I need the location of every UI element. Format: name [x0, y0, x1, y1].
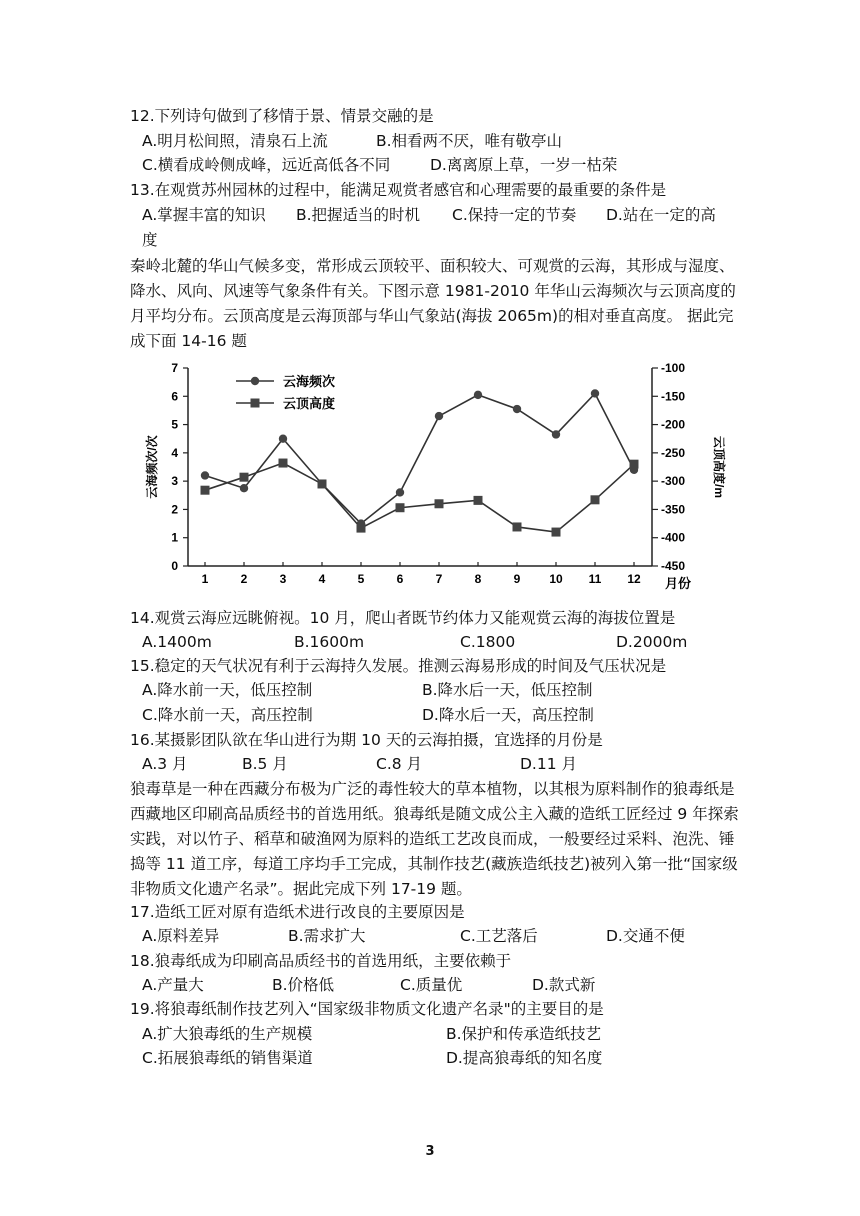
q13-option-c: C.保持一定的节奏	[452, 206, 577, 224]
q18-option-b: B.价格低	[272, 976, 335, 994]
cloud-sea-frequency-point	[396, 488, 404, 496]
y-left-tick-label: 7	[171, 361, 178, 375]
y-left-tick-label: 4	[171, 445, 178, 460]
q12-option-d: D.离离原上草，一岁一枯荣	[430, 156, 618, 174]
q17-option-b: B.需求扩大	[288, 927, 366, 945]
q19-option-c: C.拓展狼毒纸的销售渠道	[142, 1049, 313, 1067]
cloud-top-height-point	[357, 524, 366, 533]
cloud-sea-frequency-line	[205, 393, 634, 523]
q16-stem: 16.某摄影团队欲在华山进行为期 10 天的云海拍摄，宜选择的月份是	[130, 731, 603, 749]
chart-frame	[188, 368, 652, 566]
y-right-tick-label: -200	[661, 417, 686, 432]
q13-option-a: A.掌握丰富的知识	[142, 206, 266, 224]
cloud-top-height-point	[474, 496, 483, 505]
q18-stem: 18.狼毒纸成为印刷高品质经书的首选用纸，主要依赖于	[130, 952, 512, 970]
cloud-top-height-point	[552, 528, 561, 537]
cloud-sea-frequency-point	[201, 471, 209, 479]
q14-option-a: A.1400m	[142, 633, 212, 651]
q14-stem: 14.观赏云海应远眺俯视。10 月，爬山者既节约体力又能观赏云海的海拔位置是	[130, 609, 676, 627]
cloud-sea-frequency-point	[435, 412, 443, 420]
q16-option-c: C.8 月	[376, 755, 423, 773]
q16-option-d: D.11 月	[520, 755, 578, 773]
legend-cloud-sea-frequency-label: 云海频次	[283, 374, 336, 389]
legend-cloud-top-height-marker	[251, 399, 260, 408]
q12-option-c: C.横看成岭侧成峰，远近高低各不同	[142, 156, 391, 174]
cloud-top-height-point	[435, 499, 444, 508]
q13-option-d: D.站在一定的高	[606, 206, 716, 224]
cloud-top-height-point	[201, 486, 210, 495]
cloud-sea-frequency-point	[240, 484, 248, 492]
q19-option-b: B.保护和传承造纸技艺	[446, 1025, 602, 1043]
y-right-tick-label: -450	[661, 559, 686, 573]
y-left-tick-label: 1	[171, 530, 178, 545]
y-axis-right-label: 云顶高度/m	[712, 435, 726, 499]
passage-wolfsbane-paper: 狼毒草是一种在西藏分布极为广泛的毒性较大的草本植物，以其根为原料制作的狼毒纸是西藏地区印刷高品质经书的首选用纸。狼毒纸是随文成公主入藏的造纸工匠经过 9 年探索实践，对以竹子、稻草和破渔网为原料的造纸工艺改良而成，一般要经过采料、泡洗、锤捣等 11 道工序，每道工序均手工完成，其制作技艺(藏族造纸技艺)被列入第一批“国家级非物质文化遗产名录”。据此完成下列 17-19 题。	[130, 780, 739, 898]
cloud-top-height-point	[240, 473, 249, 482]
cloud-sea-frequency-point	[513, 405, 521, 413]
q14-option-d: D.2000m	[616, 633, 688, 651]
q13-option-b: B.把握适当的时机	[296, 206, 421, 224]
x-tick-label: 12	[627, 572, 641, 586]
q17-option-d: D.交通不便	[606, 927, 685, 945]
q15-option-c: C.降水前一天，高压控制	[142, 706, 313, 724]
q17-option-c: C.工艺落后	[460, 927, 538, 945]
q14-option-c: C.1800	[460, 633, 516, 651]
q18-option-c: C.质量优	[400, 976, 463, 994]
y-left-tick-label: 0	[171, 559, 178, 573]
cloud-sea-frequency-point	[474, 391, 482, 399]
q12-stem: 12.下列诗句做到了移情于景、情景交融的是	[130, 107, 434, 125]
y-right-tick-label: -100	[661, 361, 686, 375]
q16-option-b: B.5 月	[242, 755, 288, 773]
cloud-top-height-point	[318, 479, 327, 488]
q17-stem: 17.造纸工匠对原有造纸术进行改良的主要原因是	[130, 903, 465, 921]
q14-option-b: B.1600m	[294, 633, 365, 651]
q13-stem: 13.在观赏苏州园林的过程中，能满足观赏者感官和心理需要的最重要的条件是	[130, 181, 667, 199]
y-left-tick-label: 5	[171, 417, 178, 432]
page-number: 3	[425, 1144, 435, 1159]
x-tick-label: 7	[435, 572, 443, 586]
cloud-top-height-point	[630, 460, 639, 469]
q18-option-d: D.款式新	[532, 976, 596, 994]
cloud-top-height-point	[591, 495, 600, 504]
q19-option-d: D.提高狼毒纸的知名度	[446, 1049, 603, 1067]
y-left-tick-label: 3	[171, 474, 178, 489]
q12-option-a: A.明月松间照，清泉石上流	[142, 132, 328, 150]
cloud-top-height-point	[279, 459, 288, 468]
x-tick-label: 1	[201, 572, 209, 586]
x-tick-label: 11	[588, 572, 602, 586]
x-tick-label: 9	[513, 572, 521, 586]
cloud-top-height-point	[513, 522, 522, 531]
x-tick-label: 4	[318, 572, 326, 586]
q19-option-a: A.扩大狼毒纸的生产规模	[142, 1025, 313, 1043]
q12-option-b: B.相看两不厌，唯有敬亭山	[376, 132, 563, 150]
x-tick-label: 8	[474, 572, 482, 586]
y-right-tick-label: -300	[661, 474, 686, 489]
x-axis-label: 月份	[664, 576, 692, 591]
x-tick-label: 5	[357, 572, 365, 586]
y-axis-left-label: 云海频次/次	[145, 435, 159, 499]
q15-option-d: D.降水后一天，高压控制	[422, 706, 594, 724]
q19-stem: 19.将狼毒纸制作技艺列入“国家级非物质文化遗产名录"的主要目的是	[130, 1000, 604, 1018]
q13-option-d-continued: 度	[142, 231, 158, 249]
q15-option-a: A.降水前一天，低压控制	[142, 681, 313, 699]
q15-stem: 15.稳定的天气状况有利于云海持久发展。推测云海易形成的时间及气压状况是	[130, 657, 667, 675]
q18-option-a: A.产量大	[142, 976, 204, 994]
y-right-tick-label: -250	[661, 445, 686, 460]
x-tick-label: 2	[240, 572, 248, 586]
passage-cloud-sea: 秦岭北麓的华山气候多变，常形成云顶较平、面积较大、可观赏的云海，其形成与湿度、降水、风向、风速等气象条件有关。下图示意 1981-2010 年华山云海频次与云顶高度的月平均分布。云顶高度是云海顶部与华山气象站(海拔 2065m)的相对垂直高度。 据此完成下面 14-16 题	[130, 257, 736, 350]
cloud-sea-frequency-point	[552, 430, 560, 438]
y-right-tick-label: -400	[661, 530, 686, 545]
q16-option-a: A.3 月	[142, 755, 188, 773]
y-left-tick-label: 2	[171, 502, 178, 517]
cloud-top-height-point	[396, 503, 405, 512]
y-right-tick-label: -150	[661, 389, 686, 404]
legend-cloud-sea-frequency-marker	[251, 377, 259, 385]
legend-cloud-top-height-label: 云顶高度	[283, 396, 336, 411]
x-tick-label: 10	[549, 572, 563, 586]
cloud-sea-frequency-point	[279, 435, 287, 443]
x-tick-label: 6	[396, 572, 404, 586]
cloud-top-height-line	[205, 463, 634, 532]
y-left-tick-label: 6	[171, 389, 178, 404]
x-tick-label: 3	[279, 572, 287, 586]
q15-option-b: B.降水后一天，低压控制	[422, 681, 593, 699]
cloud-sea-chart	[140, 352, 734, 597]
q17-option-a: A.原料差异	[142, 927, 220, 945]
cloud-sea-frequency-point	[591, 389, 599, 397]
y-right-tick-label: -350	[661, 502, 686, 517]
